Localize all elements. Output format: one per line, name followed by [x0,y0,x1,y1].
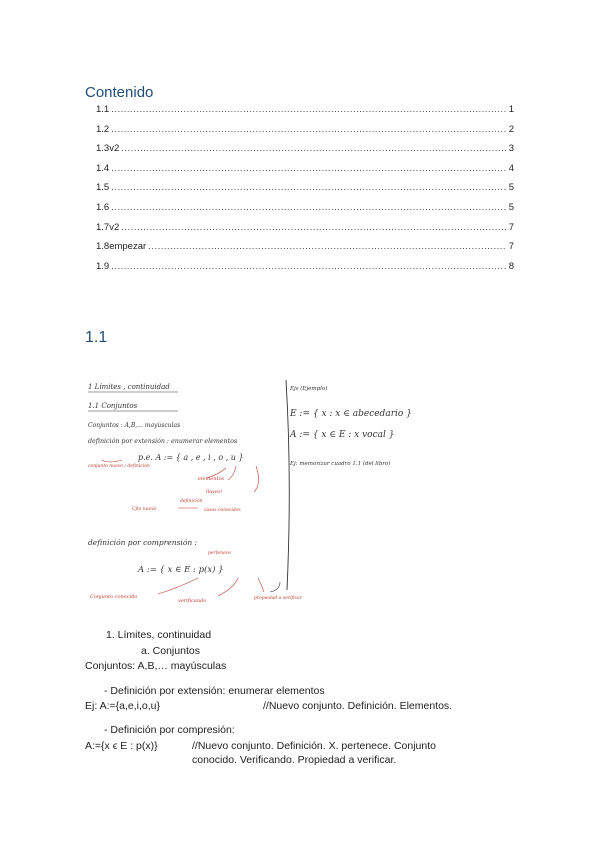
toc-dot-leader [111,124,506,135]
hw-note-pertenece: pertenece [208,551,231,556]
hw-note-braces: llaves! [206,489,223,495]
toc-entry[interactable] [96,104,514,124]
toc-entry-label: 1.4 [96,162,110,174]
toc-entry-label: 1.9 [96,260,110,272]
outline-item-1a: a. Conjuntos [141,645,200,657]
example-1-left: Ej: A:={a,e,i,o,u} [85,700,161,712]
hw-note-conjunto-conocido: Conjunto conocido [90,594,138,600]
hw-right-ex-a: A := { x ∈ E : x vocal } [290,430,395,440]
toc-entry-page: 4 [508,162,514,174]
hw-title: 1 Límites , continuidad [88,383,170,391]
outline-item-1: 1. Límites, continuidad [106,629,212,641]
hw-note-definicion: definición [180,499,203,504]
toc-dot-leader [148,241,507,252]
toc-entry-label: 1.6 [96,201,110,213]
toc-entry-label: 1.5 [96,182,110,194]
toc-entry[interactable] [96,143,514,163]
table-of-contents [96,104,514,280]
toc-entry-label: 1.7v2 [96,221,120,233]
toc-dot-leader [121,222,506,233]
toc-dot-leader [111,104,506,115]
hw-note-new-set: conjunto nuevo / definición [88,464,150,469]
toc-entry-label: 1.3v2 [96,143,120,155]
toc-entry-label: 1.1 [96,104,110,115]
hw-right-label: Ejs (Ejemplo) [290,386,328,392]
toc-entry-page: 8 [508,260,514,272]
hw-ex1: p.e. A := { a , e , i , o , u } [138,453,244,462]
example-2-left: A:={x ϵ E : p(x)} [85,740,158,752]
section-heading: 1.1 [85,329,108,346]
conjuntos-line: Conjuntos: A,B,… mayúsculas [85,660,227,672]
hw-note-elements: elementos [198,476,225,482]
toc-entry-page: 5 [508,201,514,213]
toc-entry[interactable] [96,261,514,281]
toc-entry-label: 1.8empezar [96,241,147,253]
hw-right-ex-e: E := { x : x ∈ abecedario } [290,409,412,419]
toc-dot-leader [111,202,506,213]
toc-dot-leader [111,261,506,272]
handwritten-notes-image [86,372,466,620]
example-1-right: //Nuevo conjunto. Definición. Elementos. [263,700,453,712]
hw-note-cjto-nuevo: Cjto nuevo [132,507,157,512]
hw-note-known-cases: casos conocidos [204,508,241,513]
example-2-right-line2: conocido. Verificando. Propiedad a verificar. [192,754,397,766]
toc-entry-page: 2 [508,123,514,135]
hw-ex2: A := { x ∈ E : p(x) } [138,565,224,575]
hw-line3: definición por comprensión : [88,538,198,547]
toc-entry-page: 7 [508,221,514,233]
toc-entry-page: 3 [508,143,514,155]
toc-entry[interactable] [96,241,514,261]
toc-dot-leader [111,182,506,193]
toc-entry[interactable] [96,222,514,242]
toc-entry-page: 1 [508,104,514,115]
bullet-comprension: - Definición por compresión: [104,724,235,736]
toc-entry-page: 5 [508,182,514,194]
toc-entry[interactable] [96,202,514,222]
example-2-right-line1: //Nuevo conjunto. Definición. X. pertenece. Conjunto [192,740,436,752]
toc-title: Contenido [85,84,154,101]
hw-subtitle: 1.1 Conjuntos [88,402,138,410]
toc-dot-leader [121,143,506,154]
hw-right-note: Ej: memorizar cuadro 1.1 (del libro) [290,461,391,467]
toc-entry-page: 7 [508,241,514,253]
toc-entry[interactable] [96,124,514,144]
toc-entry[interactable] [96,182,514,202]
hw-line2: definición por extensión : enumerar elementos [88,438,238,445]
toc-entry[interactable] [96,163,514,183]
toc-entry-label: 1.2 [96,123,110,135]
bullet-extension: - Definición por extensión: enumerar elementos [104,685,325,697]
toc-dot-leader [111,163,506,174]
hw-note-propiedad: propiedad a verificar [254,596,302,601]
hw-note-verificando: verificando [178,598,207,604]
hw-line1: Conjuntos : A,B,... mayúsculas [88,422,181,429]
